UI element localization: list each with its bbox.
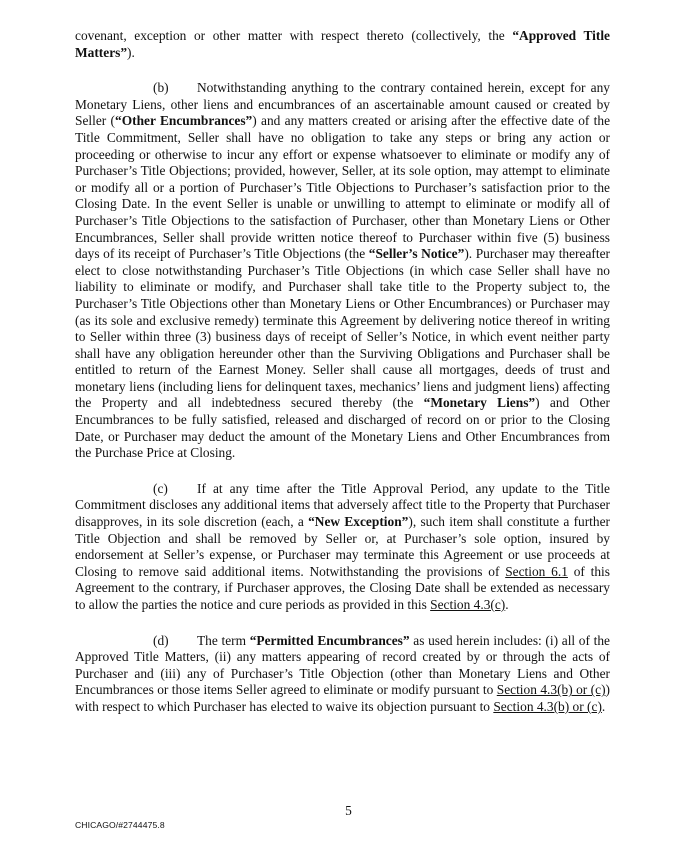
section-reference: Section 4.3(c) — [430, 597, 506, 612]
paragraph-label: (d) — [153, 632, 169, 648]
defined-term-permitted-encumbrances: “Permitted Encumbrances” — [249, 632, 410, 648]
section-reference: Section 6.1 — [505, 563, 568, 579]
text-run: If at any time after the Title Approval Period, any update to the Title Commitment discloses any additional items that adversely affect title to the Property that Purchaser disapproves, in its sole discretion (each, a — [75, 480, 610, 530]
paragraph-intro — [75, 28, 610, 61]
paragraph-c — [75, 481, 610, 614]
text-run: Notwithstanding anything to the contrary contained herein, except for any Monetary Liens, other liens and encumbrances of an ascertainable amount caused or created by Seller ( — [75, 80, 610, 129]
text-run: ) with respect to which Purchaser has elected to waive its objection pursuant to — [75, 682, 610, 714]
text-run: ) and Other Encumbrances to be fully satisfied, released and discharged of record on or prior to the Closing Date, or Purchaser may deduct the amount of the Monetary Liens and Other Encumbrances from the Purchase Price at Closing. — [75, 395, 610, 461]
text-run: covenant, exception or other matter with respect thereto (collectively, the — [75, 28, 513, 43]
text-run: ). — [127, 44, 135, 60]
page-number: 5 — [345, 803, 352, 818]
text-run: as used herein includes: (i) all of the Approved Title Matters, (ii) any matters appearing of record created by or through the acts of Purchaser and (iii) any of Purchaser’s Title Objection (other than Monetary Liens and Other Encumbrances or those items Seller agreed to eliminate or modify pursuant to — [75, 632, 610, 698]
paragraph-label: (b) — [153, 80, 169, 96]
paragraph-b — [75, 80, 610, 462]
text-run: ). Purchaser may thereafter elect to close notwithstanding Purchaser’s Title Objections (in which case Seller shall have no liability to eliminate or modify, and Purchaser shall take title to the Property subject to, the Purchaser’s Title Objections other than Monetary Liens or Other Encumbrances) or Purchaser may (as its sole and exclusive remedy) terminate this Agreement by delivering notice thereof in writing to Seller within three (3) business days of receipt of Seller’s Notice, in which event neither party shall have any obligation hereunder other than the Surviving Obligations and Purchaser shall be entitled to return of the Earnest Money. Seller shall cause all mortgages, deeds of trust and monetary liens (including liens for delinquent taxes, mechanics’ liens and judgment liens) affecting the Property and all indebtedness secured thereby (the — [75, 246, 610, 411]
text-run: ) and any matters created or arising after the effective date of the Title Commitment, Seller shall have no obligation to take any steps or bring any action or proceeding or otherwise to incur any effort or expense whatsoever to eliminate or modify any of Purchaser’s Title Objections; provided, however, Seller, at its sole option, may attempt to eliminate or modify all or a portion of Purchaser’s Title Objections to Purchaser’s satisfaction prior to the Closing Date. In the event Seller is unable or unwilling to attempt to eliminate or modify all of Purchaser’s Title Objections to the satisfaction of Purchaser, other than Monetary Liens or Other Encumbrances, Seller shall provide written notice thereof to Purchaser within five (5) business days of its receipt of Purchaser’s Title Objections (the — [75, 113, 611, 262]
defined-term-other-encumbrances: “Other Encumbrances” — [115, 113, 253, 129]
defined-term-monetary-liens: “Monetary Liens” — [423, 395, 536, 411]
text-run: ), such item shall constitute a further Title Objection and shall be removed by Seller or, at Purchaser’s sole option, insured by endorsement at Seller’s expense, or Purchaser may terminate this Agreement or use proceeds at Closing to remove said additional items. Notwithstanding the provisions of — [75, 514, 611, 579]
text-run: The term — [197, 632, 250, 648]
text-run: of this Agreement to the contrary, if Purchaser approves, the Closing Date shall be extended as necessary to allow the parties the notice and cure periods as provided in this — [75, 563, 610, 612]
document-footer-id: CHICAGO/#2744475.8 — [75, 820, 165, 830]
defined-term-new-exception: “New Exception” — [308, 514, 409, 530]
text-run: . — [505, 597, 509, 612]
document-body — [75, 28, 610, 735]
defined-term-sellers-notice: “Seller’s Notice” — [368, 246, 465, 262]
defined-term-approved-title-matters: “Approved Title Matters” — [75, 28, 610, 60]
text-run: . — [601, 698, 606, 714]
paragraph-d — [75, 633, 610, 716]
paragraph-label: (c) — [153, 480, 168, 496]
section-reference: Section 4.3(b) or (c) — [493, 698, 602, 714]
section-reference: Section 4.3(b) or (c) — [496, 682, 606, 698]
